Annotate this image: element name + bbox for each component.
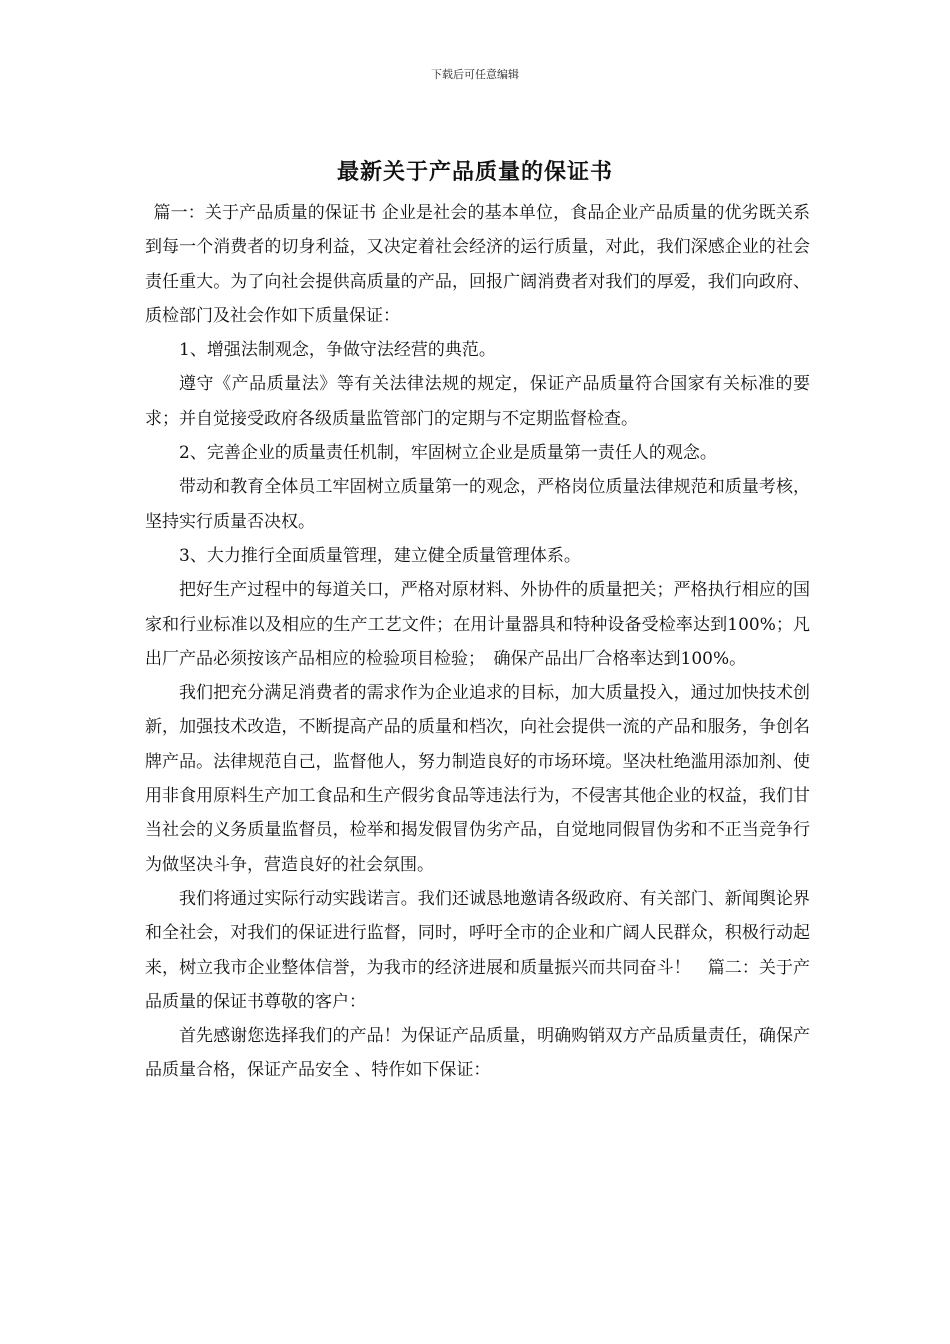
header-note: 下载后可任意编辑 [431,68,519,81]
paragraph: 3、大力推行全面质量管理，建立健全质量管理体系。 [179,545,581,566]
paragraph: 我们把充分满足消费者的需求作为企业追求的目标，加大质量投入，通过加快技术创新，加强技术改造，不断提高产品的质量和档次，向社会提供一流的产品和服务，争创名牌产品。法律规范自己，监督他人，努力制造良好的市场环境。坚决杜绝滥用添加剂、使用非食用原料生产加工食品和生产假劣食品等违法行为，不侵害其他企业的权益，我们甘当社会的义务质量监督员，检举和揭发假冒伪劣产品，自觉地同假冒伪劣和不正当竞争行为做坚决斗争，营造良好的社会氛围。 [145,683,810,875]
paragraph: 带动和教育全体员工牢固树立质量第一的观念，严格岗位质量法律规范和质量考核，坚持实行质量否决权。 [145,477,810,532]
paragraph: 首先感谢您选择我们的产品！为保证产品质量，明确购销双方产品质量责任，确保产品质量合格，保证产品安全 、特作如下保证： [145,1026,810,1081]
paragraph: 我们将通过实际行动实践诺言。我们还诚恳地邀请各级政府、有关部门、新闻舆论界和全社会，对我们的保证进行监督，同时，呼吁全市的企业和广阔人民群众，积极行动起来，树立我市企业整体信誉，为我市的经济进展和质量振兴而共同奋斗！ 篇二：关于产品质量的保证书尊敬的客户： [145,888,810,1012]
paragraph: 遵守《产品质量法》等有关法律法规的规定，保证产品质量符合国家有关标准的要求；并自觉接受政府各级质量监管部门的定期与不定期监督检查。 [145,374,810,429]
document-body [145,196,810,1088]
document-title: 最新关于产品质量的保证书 [336,160,613,185]
paragraph: 2、完善企业的质量责任机制，牢固树立企业是质量第一责任人的观念。 [179,443,717,464]
paragraph: 1、增强法制观念，争做守法经营的典范。 [179,340,496,361]
paragraph: 篇一：关于产品质量的保证书 企业是社会的基本单位，食品企业产品质量的优劣既关系到每一个消费者的切身利益，又决定着社会经济的运行质量，对此，我们深感企业的社会责任重大。为了向社会提供高质量的产品，回报广阔消费者对我们的厚爱，我们向政府、质检部门及社会作如下质量保证： [145,203,810,326]
paragraph: 把好生产过程中的每道关口，严格对原材料、外协件的质量把关；严格执行相应的国家和行业标准以及相应的生产工艺文件；在用计量器具和特种设备受检率达到100%；凡出厂产品必须按该产品相应的检验项目检验； 确保产品出厂合格率达到100%。 [145,580,810,669]
